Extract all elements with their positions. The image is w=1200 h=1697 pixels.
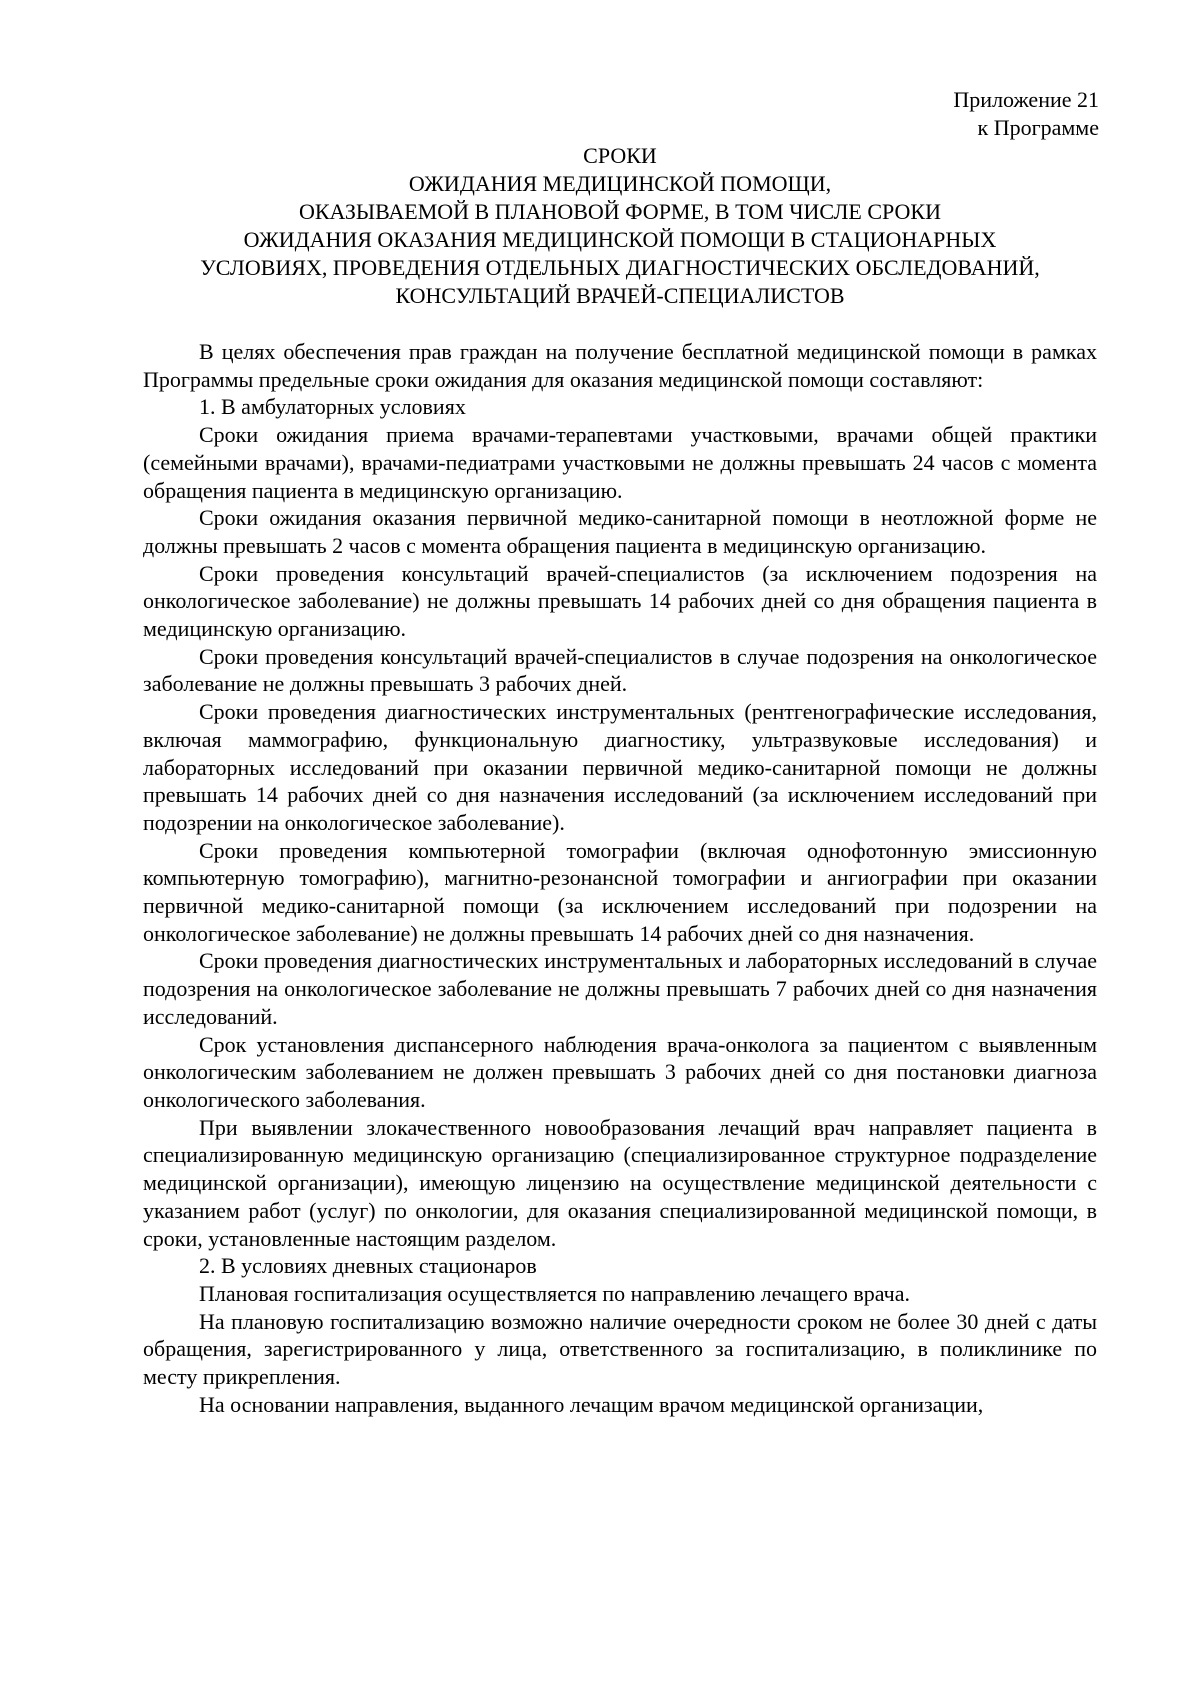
title-line-6: КОНСУЛЬТАЦИЙ ВРАЧЕЙ-СПЕЦИАЛИСТОВ (395, 283, 845, 308)
title-line-4: ОЖИДАНИЯ ОКАЗАНИЯ МЕДИЦИНСКОЙ ПОМОЩИ В СТАЦИОНАРНЫХ (243, 227, 997, 252)
paragraph-planned-admission: Плановая госпитализация осуществляется по направлению лечащего врача. (199, 1280, 911, 1306)
paragraph-referral-basis: На основании направления, выданного лечащим врачом медицинской организации, (199, 1391, 984, 1417)
paragraph-primary-care-wait: Сроки ожидания приема врачами-терапевтами участковыми, врачами общей практики (семейными врачами), врачами-педиатрами участковыми не должны превышать 24 часов с момента обращения пациента в медицинскую организацию. (143, 422, 1097, 503)
intro-paragraph: В целях обеспечения прав граждан на получение бесплатной медицинской помощи в рамках Программы предельные сроки ожидания для оказания медицинской помощи составляют: (143, 339, 1097, 392)
section-heading-outpatient: 1. В амбулаторных условиях (199, 394, 466, 420)
paragraph-oncology-consult: Сроки проведения консультаций врачей-специалистов в случае подозрения на онкологическое заболевание не должны превышать 3 рабочих дней. (143, 643, 1097, 697)
paragraph-specialist-consult: Сроки проведения консультаций врачей-специалистов (за исключением подозрения на онкологическое заболевание) не должны превышать 14 рабочих дней со дня обращения пациента в медицинскую организацию. (143, 560, 1097, 642)
paragraph-diagnostic-studies: Сроки проведения диагностических инструментальных (рентгенографические исследования, включая маммографию, функциональную диагностику, ультразвуковые исследования) и лабораторных исследований при оказании первичной медико-санитарной помощи не должны превышать 14 рабочих дней со дня назначения исследований (за исключением исследований при подозрении на онкологическое заболевание). (143, 699, 1097, 835)
title-line-3: ОКАЗЫВАЕМОЙ В ПЛАНОВОЙ ФОРМЕ, В ТОМ ЧИСЛЕ СРОКИ (299, 199, 941, 224)
appendix-reference (953, 86, 1099, 142)
paragraph-oncologist-observation: Срок установления диспансерного наблюдения врача-онколога за пациентом с выявленным онкологическим заболеванием не должен превышать 3 рабочих дней со дня постановки диагноза онкологического заболевания. (143, 1031, 1097, 1112)
paragraph-oncology-diagnostics: Сроки проведения диагностических инструментальных и лабораторных исследований в случае подозрения на онкологическое заболевание не должны превышать 7 рабочих дней со дня назначения исследований. (143, 948, 1097, 1029)
paragraph-malignancy-referral: При выявлении злокачественного новообразования лечащий врач направляет пациента в специализированную медицинскую организацию (специализированное структурное подразделение медицинской организации), имеющую лицензию на осуществление медицинской деятельности с указанием работ (услуг) по онкологии, для оказания специализированной медицинской помощи, в сроки, установленные настоящим разделом. (143, 1114, 1097, 1251)
title-line-2: ОЖИДАНИЯ МЕДИЦИНСКОЙ ПОМОЩИ, (408, 171, 832, 196)
paragraph-admission-queue: На плановую госпитализацию возможно наличие очередности сроком не более 30 дней с даты обращения, зарегистрированного у лица, ответственного за госпитализацию, в поликлинике по месту прикрепления. (143, 1308, 1097, 1390)
appendix-line-1: Приложение 21 (953, 87, 1099, 112)
document-title (143, 142, 1097, 310)
title-line-5: УСЛОВИЯХ, ПРОВЕДЕНИЯ ОТДЕЛЬНЫХ ДИАГНОСТИЧЕСКИХ ОБСЛЕДОВАНИЙ, (200, 255, 1040, 280)
section-heading-day-hospital: 2. В условиях дневных стационаров (199, 1253, 537, 1279)
title-line-1: СРОКИ (583, 143, 657, 168)
document-body (143, 338, 1097, 1418)
appendix-line-2: к Программе (977, 115, 1099, 140)
paragraph-urgent-care-wait: Сроки ожидания оказания первичной медико-санитарной помощи в неотложной форме не должны превышать 2 часов с момента обращения пациента в медицинскую организацию. (143, 505, 1097, 558)
paragraph-tomography: Сроки проведения компьютерной томографии (включая однофотонную эмиссионную компьютерную томографию), магнитно-резонансной томографии и ангиографии при оказании первичной медико-санитарной помощи (за исключением исследований при подозрении на онкологическое заболевание) не должны превышать 14 рабочих дней со дня назначения. (143, 837, 1097, 946)
